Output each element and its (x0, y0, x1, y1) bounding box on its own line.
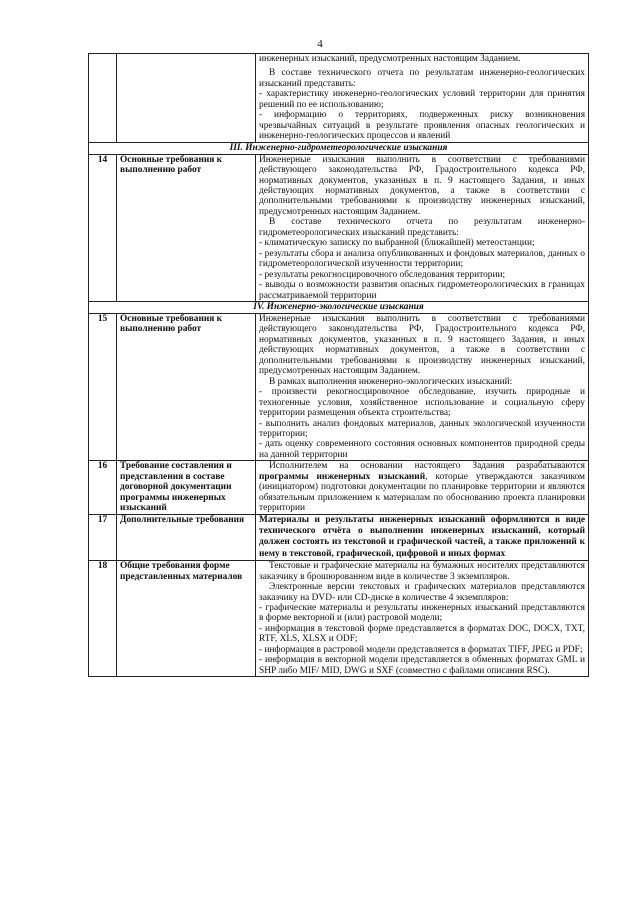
list-item: - выводы о возможности развития опасных гидрометеорологических в границах рассматриваемой территории (259, 280, 585, 301)
list-item: - климатическую записку по выбранной (ближайшей) метеостанции; (259, 238, 535, 249)
table-row-17 (89, 514, 589, 561)
text-line: - информацию о территориях, подверженных риску возникновения чрезвычайных ситуаций в результате проявления опасных геологических и инженерно-геологических процессов и явлений (259, 110, 585, 142)
row-number: 16 (89, 461, 117, 514)
text-paragraph: Материалы и результаты инженерных изысканий оформляются в виде технического отчёта о выполнении инженерных изысканий, который должен состоять из текстовой и графической частей, а также приложений к нему в текстовой, графической, цифровой и иных формах (259, 514, 585, 559)
requirements-table (88, 53, 589, 677)
table-row-continuation (89, 54, 589, 143)
cell-num (89, 54, 117, 143)
row-title: Основные требования к выполнению работ (117, 154, 256, 301)
row-number: 18 (89, 561, 117, 677)
table-row-14 (89, 154, 589, 301)
section-row (89, 142, 589, 154)
text-line: В составе технического отчета по результатам инженерно-геологических изысканий представить: (259, 68, 585, 89)
cell-name (117, 54, 256, 143)
section-row (89, 301, 589, 313)
table-row-18 (89, 561, 589, 677)
list-item: - результаты рекогносцировочного обследования территории; (259, 269, 506, 280)
bold-phrase: программы инженерных изысканий (259, 471, 426, 482)
row-text (256, 313, 589, 460)
page-number: 4 (317, 38, 323, 50)
row-text (256, 514, 589, 561)
list-item: - произвести рекогносцировочное обследование, изучить природные и техногенные условия, хозяйственное использование и социальную сферу территории размещения объекта строительства; (259, 387, 585, 419)
row-number: 17 (89, 514, 117, 561)
list-item: - выполнить анализ фондовых материалов, данных экологической изученности территории; (259, 418, 585, 439)
text-paragraph: Текстовые и графические материалы на бумажных носителях представляются заказчику в брошюрованном виде в количестве 3 экземпляров. (259, 561, 585, 582)
text-paragraph: В рамках выполнения инженерно-экологических изысканий: (269, 376, 513, 387)
text-line: инженерных изысканий, предусмотренных настоящим Заданием. (259, 54, 521, 64)
row-title: Общие требования форме представленных материалов (117, 561, 256, 677)
text-paragraph: Инженерные изыскания выполнить в соответствии с требованиями действующего законодательства РФ, Градостроительного кодекса РФ, нормативных документов, указанных в п. 9 настоящего Задания, и иных действующих нормативных документов, а также в соответствии с дополнительными требованиями к производству инженерных изысканий, предусмотренных настоящим Заданием. (259, 154, 585, 217)
row-number: 14 (89, 154, 117, 301)
text-paragraph: Инженерные изыскания выполнить в соответствии с требованиями действующего законодательства РФ, Градостроительного кодекса РФ, нормативных документов, указанных в п. 9 настоящего Задания, и иных действующих нормативных документов, а также в соответствии с дополнительными требованиями к производству инженерных изысканий, предусмотренных настоящим Заданием. (259, 313, 585, 377)
text-paragraph: Исполнителем на основании настоящего Задания разрабатываются программы инженерных изысканий, которые утверждаются заказчиком (инициатором) подготовки документации по планировке территории и являются обязательным приложением к материалам по обоснованию проекта планировки территории (259, 461, 585, 514)
text-paragraph: Электронные версии текстовых и графических материалов представляются заказчику на DVD- или CD-диске в количестве 4 экземпляров: (259, 582, 585, 603)
row-number: 15 (89, 313, 117, 460)
row-text (256, 561, 589, 677)
row-title: Основные требования к выполнению работ (117, 313, 256, 460)
row-title: Требование составления и представления в составе договорной документации программы инженерных изысканий (117, 461, 256, 514)
text-paragraph: В составе технического отчета по результатам инженерно-гидрометеорологических изысканий представить: (259, 217, 585, 238)
row-text (256, 154, 589, 301)
row-text (256, 461, 589, 514)
list-item: - информация в векторной модели представляется в обменных форматах GML и SHP либо MIF/ MID, DWG и SXF (совместно с файлами описания RSC). (259, 655, 585, 676)
text-line: - характеристику инженерно-геологических условий территории для принятия решений по ее использованию; (259, 89, 585, 110)
list-item: - дать оценку современного состояния основных компонентов природной среды на данной территории (259, 439, 585, 460)
cell-text (256, 54, 589, 143)
list-item: - информация в растровой модели представляется в форматах TIFF, JPEG и PDF; (259, 644, 583, 655)
section-title-3: III. Инженерно-гидрометеорологические изыскания (89, 142, 589, 154)
row-title: Дополнительные требования (117, 514, 256, 561)
list-item: - графические материалы и результаты инженерных изысканий представляются в форме векторной и (или) растровой модели; (259, 603, 585, 624)
list-item: - результаты сбора и анализа опубликованных и фондовых материалов, данных о гидрометеорологической изученности территории; (259, 248, 585, 270)
table-row-15 (89, 313, 589, 460)
list-item: - информация в текстовой форме представляется в форматах DOC, DOCX, TXT, RTF, XLS, XLSX и ODF; (259, 623, 585, 645)
table-row-16 (89, 461, 589, 514)
section-title-4: IV. Инженерно-экологические изыскания (89, 301, 589, 313)
